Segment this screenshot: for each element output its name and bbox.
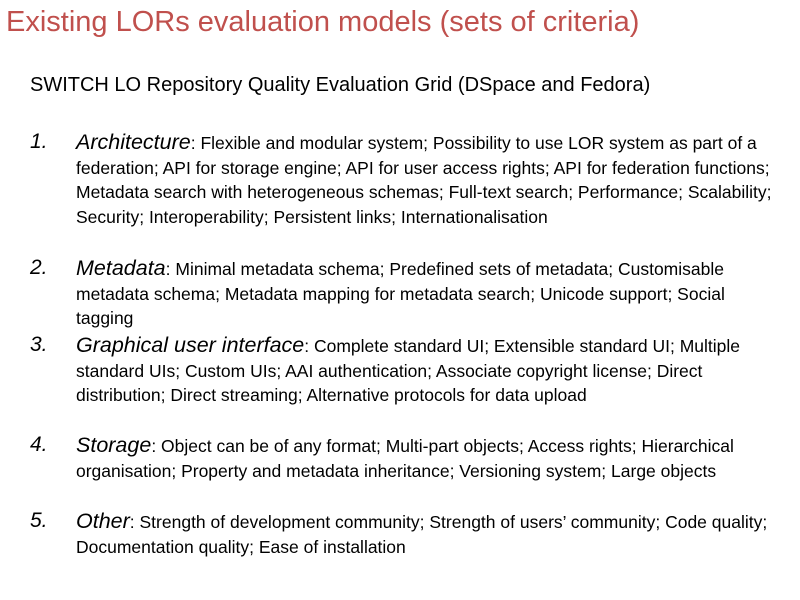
item-text [76,509,776,559]
item-heading: Other [76,509,130,533]
item-text [76,130,776,229]
item-text [76,256,776,331]
item-heading: Architecture [76,130,191,154]
item-heading: Graphical user interface [76,333,305,357]
item-number: 4. [30,433,48,456]
item-number: 1. [30,130,48,153]
item-description: : Strength of development community; Strength of users’ community; Code quality; Documentation quality; Ease of installation [76,512,768,557]
item-text [76,433,776,483]
item-text [76,333,776,408]
item-heading: Storage [76,433,152,457]
item-number: 2. [30,256,48,279]
item-description: : Flexible and modular system; Possibility to use LOR system as part of a federation; API for storage engine; API for user access rights; API for federation functions; Metadata search with heterogeneous schemas; Full-text search; Performance; Scalability; Security; Interoperability; Persistent links; Internationalisation [76,133,772,227]
item-description: : Complete standard UI; Extensible standard UI; Multiple standard UIs; Custom UIs; AAI authentication; Associate copyright license; Direct distribution; Direct streaming; Alternative protocols for data upload [76,336,741,405]
item-description: : Object can be of any format; Multi-part objects; Access rights; Hierarchical organisation; Property and metadata inheritance; Versioning system; Large objects [76,436,734,481]
slide-subtitle: SWITCH LO Repository Quality Evaluation Grid (DSpace and Fedora) [30,74,651,96]
item-description: : Minimal metadata schema; Predefined sets of metadata; Customisable metadata schema; Metadata mapping for metadata search; Unicode support; Social tagging [76,259,725,328]
slide-title: Existing LORs evaluation models (sets of criteria) [6,6,640,38]
item-number: 3. [30,333,48,356]
item-number: 5. [30,509,48,532]
item-heading: Metadata [76,256,166,280]
